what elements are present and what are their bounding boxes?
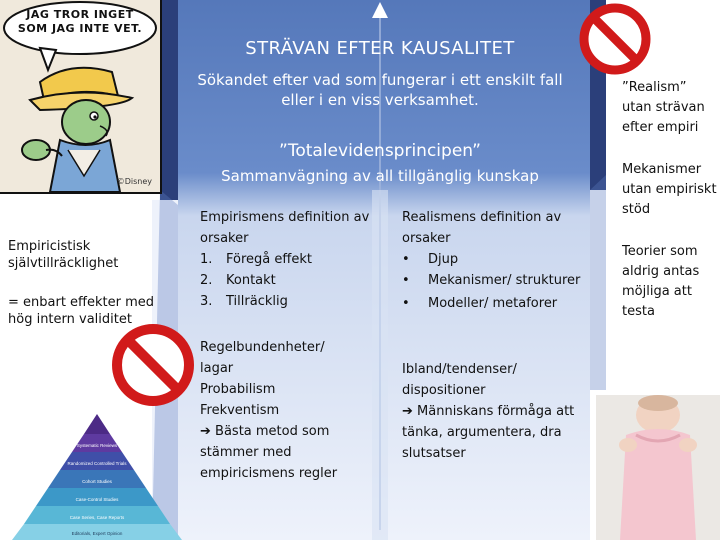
baby-illustration: [596, 395, 720, 540]
arrow-right-icon: ➔: [200, 424, 216, 439]
empiricist-note: = enbart effekter med hög intern validitet: [8, 295, 155, 327]
list-item-text: Modeller/ metaforer: [428, 296, 558, 311]
list-item: [402, 249, 582, 270]
text-line: dispositioner: [402, 383, 486, 398]
text-line: Regelbundenheter/: [200, 340, 325, 355]
empiricist-label: Empiricistisk självtillräcklighet: [8, 239, 119, 271]
right-column: [622, 78, 720, 322]
mechanisms-note: Mekanismer utan empiriskt stöd: [622, 162, 717, 217]
speech-bubble-text: JAG TROR INGET SOM JAG INTE VET.: [17, 8, 143, 35]
baby-photo: [596, 395, 720, 540]
pyramid-label: Case-Control Studies: [75, 497, 119, 502]
realism-definition-title: Realismens definition av orsaker: [402, 210, 562, 246]
prohibition-icon: [110, 322, 196, 408]
list-number: 1.: [200, 252, 213, 267]
human-capacity-text: Människans förmåga att tänka, argumentera, dra slutsatser: [402, 404, 575, 461]
principle-subheading: Sammanvägning av all tillgänglig kunskap: [221, 167, 539, 185]
bullet-icon: •: [402, 273, 410, 288]
empiricism-definition: [200, 207, 380, 312]
pyramid-label: Randomized Controlled Trials: [67, 461, 127, 466]
text-line: Ibland/tendenser/: [402, 362, 517, 377]
comic-panel: [0, 0, 162, 194]
slide-subtitle: Sökandet efter vad som fungerar i ett enskilt fall eller i en viss verksamhet.: [197, 71, 563, 109]
text-line: lagar: [200, 361, 234, 376]
principle-heading: ”Totalevidensprincipen”: [279, 141, 481, 161]
pyramid-label: Editorials, Expert Opinion: [71, 531, 123, 536]
pyramid-label: Case Series, Case Reports: [69, 515, 125, 520]
slide-title: STRÄVAN EFTER KAUSALITET: [245, 38, 515, 59]
list-item-text: Djup: [428, 252, 459, 267]
text-line: Frekventism: [200, 403, 280, 418]
evidence-pyramid: [0, 408, 194, 540]
pyramid-label: Cohort Studies: [82, 479, 112, 484]
list-item: [200, 291, 380, 312]
text-line: [402, 401, 582, 464]
text-line: Probabilism: [200, 382, 276, 397]
text-line: [200, 421, 380, 484]
list-item: [200, 270, 380, 291]
list-item-text: Kontakt: [226, 273, 276, 288]
list-item-text: Mekanismer/ strukturer: [428, 273, 581, 288]
empiricism-definition-title: Empirismens definition av orsaker: [200, 210, 370, 246]
arrow-right-icon: ➔: [402, 404, 418, 419]
pyramid-label: Systematic Reviews: [76, 443, 118, 448]
list-number: 3.: [200, 294, 213, 309]
empiricism-regularities: [200, 337, 380, 484]
bullet-icon: •: [402, 252, 410, 267]
theories-note: Teorier som aldrig antas möjliga att testa: [622, 244, 700, 319]
realism-definition-list: [402, 249, 582, 314]
list-item-text: Föregå effekt: [226, 252, 312, 267]
prohibition-icon: [578, 2, 652, 76]
copyright-mark: ©Disney: [116, 177, 152, 186]
list-item: [200, 249, 380, 270]
empiricism-definition-list: [200, 249, 380, 312]
list-number: 2.: [200, 273, 213, 288]
realism-note: ”Realism” utan strävan efter empiri: [622, 80, 705, 135]
bullet-icon: •: [402, 296, 410, 311]
list-item-text: Tillräcklig: [226, 294, 288, 309]
list-item: [402, 293, 582, 314]
list-item: [402, 270, 582, 291]
best-method-text: Bästa metod som stämmer med empiricismens regler: [200, 424, 338, 481]
realism-definition: [402, 207, 582, 314]
realism-tendencies: [402, 359, 582, 464]
